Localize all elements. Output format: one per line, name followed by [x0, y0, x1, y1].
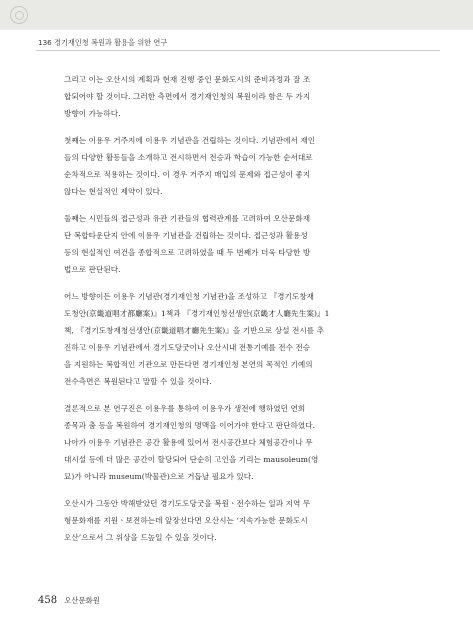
header-divider — [36, 50, 440, 51]
text-line: 책, 『경기도창재청선생안(京畿道唱才廳先生案)』을 기반으로 상설 전시를 추 — [64, 326, 324, 336]
text-line: 전수측면은 복원된다고 말할 수 있을 것이다. — [64, 377, 212, 386]
text-line: 도청안(京畿道唱才都廳案)』1책과 『경기재인청선생안(京畿才人廳先生案)』1 — [64, 309, 330, 319]
text-line: 종목과 춤 등을 복원하여 경기재인청의 명맥을 이어가야 한다고 판단하였다. — [64, 421, 316, 431]
paragraph-1 — [64, 72, 434, 123]
emblem-icon — [10, 6, 28, 24]
text-line: 어느 방향이든 이용우 기념관(경기재인청 기념관)을 조성하고 『경기도창재 — [64, 292, 315, 302]
text-line: 방향이 가능하다. — [64, 108, 121, 118]
text-line: 오산시가 그동안 박해받았던 경기도도당굿을 복원ㆍ전수하는 일과 지역 무 — [64, 499, 311, 509]
page-number: 458 — [38, 595, 58, 606]
text-line: 을 지원하는 복합적인 기관으로 만든다면 경기재인청 본연의 목적인 기예의 — [64, 360, 313, 370]
text-line: 둘째는 시민들의 접근성과 유관 기관들의 협력관계를 고려하여 오산문화재 — [64, 214, 311, 224]
running-header: 136 경기재인청 복원과 활용을 위한 연구 — [38, 38, 168, 47]
text-line: 들의 다양한 활동들을 소개하고 전시하면서 전승과 학습이 가능한 순서대로 — [64, 153, 313, 163]
text-line: 진하고 이용우 기념관에서 경기도당굿이나 오산시내 전통기예를 전수 전승 — [64, 343, 311, 353]
text-line: 나아가 이용우 기념관은 공간 활용에 있어서 전시공간보다 체험공간이나 무 — [64, 438, 313, 448]
text-line: 순차적으로 적용하는 것이다. 이 경우 거주지 매입의 문제와 접근성이 좋지 — [64, 170, 311, 180]
text-line: 않다는 현실적인 제약이 있다. — [64, 186, 163, 196]
publication-name: 오산문화원 — [64, 596, 100, 605]
text-line: 묘)가 아니라 museum(박물관)으로 거듭날 필요가 있다. — [64, 472, 254, 482]
text-line: 대시설 등에 더 많은 공간이 할당되어 단순히 고인을 기리는 mausoleum(영 — [64, 455, 319, 465]
paragraph-6 — [64, 496, 434, 547]
text-line: 법으로 판단된다. — [64, 265, 121, 275]
text-line: 형문화재를 지원ㆍ보전하는데 앞장선다면 오산시는 ‘지속가능한 문화도시 — [64, 516, 308, 526]
text-line: 그리고 이는 오산시의 계획과 현재 진행 중인 문화도시의 준비과정과 잘 조 — [64, 75, 311, 84]
text-line: 합되어야 할 것이다. 그러한 측면에서 경기재인청의 복원이라 함은 두 가지 — [64, 91, 311, 101]
text-line: 단 복합타운단지 안에 이용우 기념관을 건립하는 것이다. 접근성과 활용성 — [64, 231, 308, 241]
text-line: 등의 현실적인 여건을 종합적으로 고려하였을 때 두 번째가 더욱 타당한 방 — [64, 248, 311, 258]
paragraph-2 — [64, 133, 434, 201]
paragraph-5 — [64, 401, 434, 486]
body-text — [64, 72, 434, 558]
text-line: 오산’으로서 그 위상을 드높일 수 있을 것이다. — [64, 533, 217, 543]
text-line: 결론적으로 본 연구진은 이용우를 통하여 이용우가 생전에 행하였던 연희 — [64, 404, 306, 414]
paragraph-3 — [64, 211, 434, 279]
page-footer — [38, 588, 100, 607]
top-decorative-band — [0, 0, 473, 30]
paragraph-4 — [64, 289, 434, 390]
text-line: 첫째는 이용우 거주지에 이용우 기념관을 건립하는 것이다. 기념관에서 재인 — [64, 136, 316, 146]
